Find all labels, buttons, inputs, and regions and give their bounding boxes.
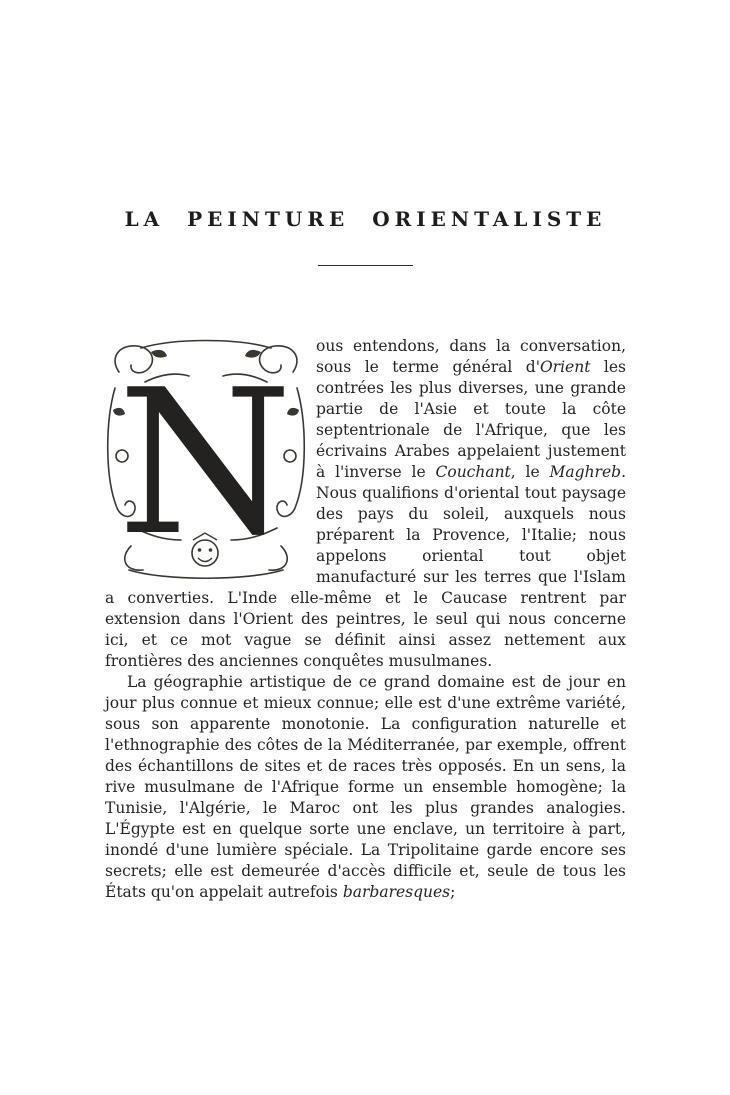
- drop-cap: [105, 338, 307, 581]
- ornate-initial-icon: [105, 338, 307, 581]
- paragraph-first: ous entendons, dans la conversation, sous le terme général d'Orient les contrées les plus diverses, une grande partie de l'Asie et toute la côte septentrionale de l'Afrique, que les écrivains Arabes appelaient justement à l'inverse le Couchant, le Maghreb. Nous qualifions d'oriental tout paysage des pays du soleil, auxquels nous préparent la Provence, l'Italie; nous appelons oriental tout objet manufacturé sur les terres que l'Islam a converties. L'Inde elle-même et le Caucase rentrent par extension dans l'Orient des peintres, le seul qui nous concerne ici, et ce mot vague se définit ainsi assez nettement aux frontières des anciennes conquêtes musulmanes.: [105, 337, 626, 670]
- text-block: [105, 336, 626, 903]
- title-divider: [318, 265, 413, 266]
- drop-cap-letter: N: [117, 347, 293, 580]
- page-title: LA PEINTURE ORIENTALISTE: [124, 207, 607, 231]
- paragraph-second: La géographie artistique de ce grand domaine est de jour en jour plus connue et mieux connue; elle est d'une extrême variété, sous son apparente monotonie. La configuration naturelle et l'ethnographie des côtes de la Méditerranée, par exemple, offrent des échantillons de sites et de races très opposés. En un sens, la rive musulmane de l'Afrique forme un ensemble homogène; la Tunisie, l'Algérie, le Maroc ont les plus grandes analogies. L'Égypte est en quelque sorte une enclave, un territoire à part, inondé d'une lumière spéciale. La Tripolitaine garde encore ses secrets; elle est demeurée d'accès difficile et, seule de tous les États qu'on appelait autrefois barbaresques;: [105, 673, 626, 901]
